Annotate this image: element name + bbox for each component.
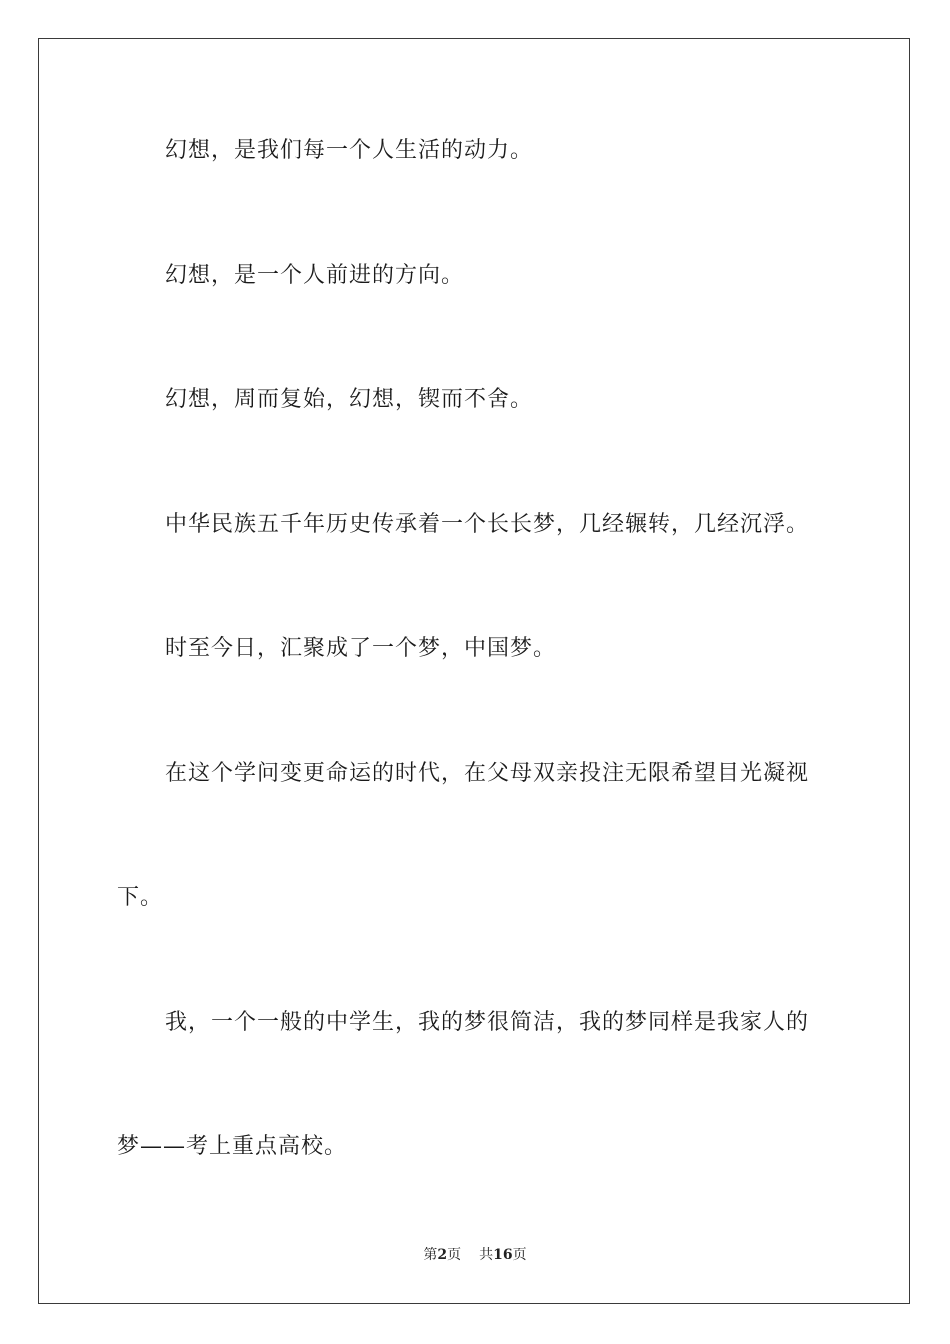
paragraph-line-3: 幻想，周而复始，幻想，锲而不舍。	[165, 387, 534, 412]
paragraph-line-2: 幻想，是一个人前进的方向。	[165, 263, 465, 288]
paragraph-line-8: 我，一个一般的中学生，我的梦很简洁，我的梦同样是我家人的	[165, 1010, 810, 1035]
total-suffix: 页	[512, 1247, 527, 1263]
paragraph-line-1: 幻想，是我们每一个人生活的动力。	[165, 138, 534, 163]
paragraph-line-6: 在这个学问变更命运的时代，在父母双亲投注无限希望目光凝视	[165, 761, 810, 786]
page-number: 2	[437, 1247, 448, 1263]
paragraph-line-7: 下。	[117, 885, 164, 910]
paragraph-line-9: 梦——考上重点高校。	[117, 1134, 348, 1159]
page-border	[38, 38, 910, 1304]
page-footer	[0, 1245, 950, 1265]
page-suffix: 页	[447, 1247, 462, 1263]
page-prefix: 第	[423, 1247, 438, 1263]
total-pages: 16	[493, 1247, 513, 1263]
paragraph-line-4: 中华民族五千年历史传承着一个长长梦，几经辗转，几经沉浮。	[165, 512, 810, 537]
paragraph-line-5: 时至今日，汇聚成了一个梦，中国梦。	[165, 636, 557, 661]
total-prefix: 共	[479, 1247, 494, 1263]
